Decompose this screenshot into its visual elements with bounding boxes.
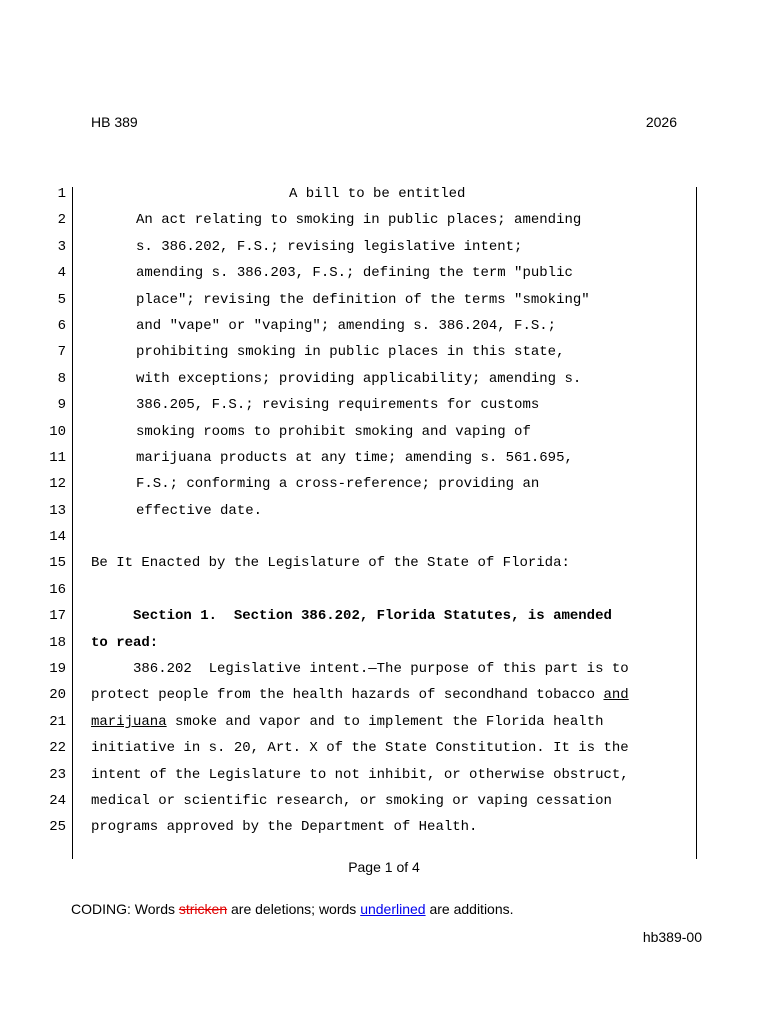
bill-line xyxy=(0,735,768,761)
coding-middle: are deletions; words xyxy=(227,901,361,917)
bill-line xyxy=(0,234,768,260)
line-number: 4 xyxy=(57,265,66,282)
line-text: programs approved by the Department of Health. xyxy=(91,819,478,836)
page-number: Page 1 of 4 xyxy=(348,859,420,875)
bill-line xyxy=(0,313,768,339)
line-text: medical or scientific research, or smoking or vaping cessation xyxy=(91,792,612,809)
bill-line xyxy=(0,366,768,392)
line-text: smoking rooms to prohibit smoking and vaping of xyxy=(136,423,531,440)
line-text: and "vape" or "vaping"; amending s. 386.204, F.S.; xyxy=(136,317,557,334)
line-text: s. 386.202, F.S.; revising legislative intent; xyxy=(136,238,523,255)
line-number: 6 xyxy=(57,317,66,334)
bill-line xyxy=(0,260,768,286)
line-text: amending s. 386.203, F.S.; defining the term "public xyxy=(136,265,573,282)
bill-line xyxy=(0,471,768,497)
line-text: marijuana products at any time; amending s. 561.695, xyxy=(136,449,573,466)
line-number: 20 xyxy=(49,687,66,704)
line-number: 11 xyxy=(49,449,66,466)
line-number: 14 xyxy=(49,529,66,546)
bill-line xyxy=(0,392,768,418)
document-id: hb389-00 xyxy=(642,929,702,945)
line-number: 5 xyxy=(57,291,66,308)
bill-line xyxy=(0,419,768,445)
line-text: Section 1. Section 386.202, Florida Statutes, is amended xyxy=(91,608,612,625)
added-text: marijuana xyxy=(91,713,167,730)
line-text: 386.205, F.S.; revising requirements for customs xyxy=(136,397,540,414)
line-text: A bill to be entitled xyxy=(289,186,466,202)
bill-line xyxy=(0,445,768,471)
line-text: F.S.; conforming a cross-reference; providing an xyxy=(136,476,540,493)
coding-suffix: are additions. xyxy=(425,901,514,917)
bill-line xyxy=(0,498,768,524)
bill-line xyxy=(0,550,768,576)
bill-line xyxy=(0,682,768,708)
bill-line xyxy=(0,339,768,365)
line-number: 9 xyxy=(57,397,66,414)
line-text: to read: xyxy=(91,634,159,651)
line-number: 15 xyxy=(49,555,66,572)
bill-line xyxy=(0,181,768,207)
bill-line xyxy=(0,207,768,233)
bill-line xyxy=(0,630,768,656)
line-text: with exceptions; providing applicability; amending s. xyxy=(136,370,582,387)
line-text: place"; revising the definition of the terms "smoking" xyxy=(136,291,590,308)
bill-line xyxy=(0,762,768,788)
line-number: 19 xyxy=(49,661,66,678)
line-number: 13 xyxy=(49,502,66,519)
line-text: effective date. xyxy=(136,502,263,519)
bill-line xyxy=(0,603,768,629)
bill-line xyxy=(0,788,768,814)
bill-line xyxy=(0,656,768,682)
line-text: Be It Enacted by the Legislature of the State of Florida: xyxy=(91,555,570,572)
line-number: 10 xyxy=(49,423,66,440)
line-number: 21 xyxy=(49,713,66,730)
line-number: 7 xyxy=(57,344,66,361)
bill-number: HB 389 xyxy=(91,114,138,130)
line-text: intent of the Legislature to not inhibit, or otherwise obstruct, xyxy=(91,766,629,783)
coding-prefix: CODING: Words xyxy=(71,901,179,917)
line-text xyxy=(91,709,604,735)
line-number: 18 xyxy=(49,634,66,651)
line-number: 23 xyxy=(49,766,66,783)
bill-line xyxy=(0,709,768,735)
bill-line xyxy=(0,814,768,840)
line-number: 25 xyxy=(49,819,66,836)
bill-line xyxy=(0,577,768,603)
line-number: 2 xyxy=(57,212,66,229)
line-number: 12 xyxy=(49,476,66,493)
bill-line xyxy=(0,287,768,313)
line-text: 386.202 Legislative intent.—The purpose of this part is to xyxy=(91,661,629,678)
line-text-segment: protect people from the health hazards of secondhand tobacco xyxy=(91,687,604,704)
added-text: and xyxy=(603,687,629,704)
line-number: 16 xyxy=(49,581,66,598)
bill-text-body xyxy=(0,181,768,841)
line-number: 8 xyxy=(57,370,66,387)
line-text-segment: smoke and vapor and to implement the Florida health xyxy=(166,713,604,730)
line-text xyxy=(91,682,629,708)
line-number: 1 xyxy=(57,186,66,202)
coding-legend xyxy=(71,901,514,917)
line-text: prohibiting smoking in public places in this state, xyxy=(136,344,565,361)
line-text: An act relating to smoking in public places; amending xyxy=(136,212,582,229)
bill-year: 2026 xyxy=(645,114,677,130)
coding-stricken-example: stricken xyxy=(178,901,228,917)
coding-underlined-example: underlined xyxy=(360,901,426,917)
line-number: 17 xyxy=(49,608,66,625)
bill-line xyxy=(0,524,768,550)
line-number: 3 xyxy=(57,238,66,255)
line-number: 24 xyxy=(49,792,66,809)
line-number: 22 xyxy=(49,740,66,757)
line-text: initiative in s. 20, Art. X of the State Constitution. It is the xyxy=(91,740,629,757)
